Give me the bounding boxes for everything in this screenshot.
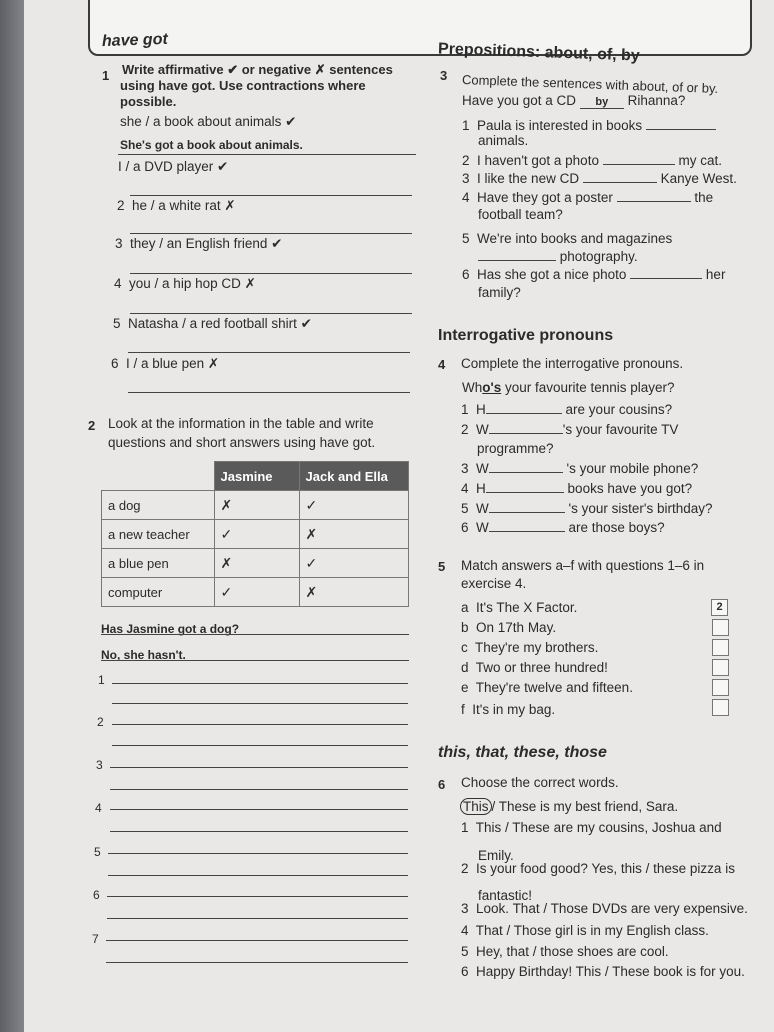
ex2-example-question: Has Jasmine got a dog?: [101, 622, 240, 636]
ex4-instruction: Complete the interrogative pronouns.: [461, 356, 684, 371]
answer-line: [130, 233, 412, 234]
ex6-instruction: Choose the correct words.: [461, 775, 619, 790]
ex2-number-3: 3: [96, 758, 103, 772]
ex2-number: 2: [88, 418, 96, 433]
ex1-number: 1: [102, 68, 110, 83]
ex2-example-answer: No, she hasn't.: [101, 648, 186, 662]
ex3-example: Have you got a CD by Rihanna?: [462, 93, 686, 108]
ex3-number: 3: [440, 68, 448, 83]
ex1-item-6: 6 I / a blue pen ✗: [111, 356, 220, 371]
ex6-item-6: 6 Happy Birthday! This / These book is for you.: [461, 964, 745, 979]
table-row: [102, 549, 409, 578]
ex1-item-3: 3 they / an English friend ✔: [115, 236, 283, 251]
row-label: a dog: [102, 491, 215, 520]
ex4-item-3: 3 W 's your mobile phone?: [461, 461, 699, 476]
ex3-item-5: 5 We're into books and magazines: [462, 231, 673, 246]
answer-line: [128, 392, 410, 393]
answer-line: [130, 313, 412, 314]
row-label: a new teacher: [102, 520, 215, 549]
table-row: [102, 491, 409, 520]
section-title-prepositions: Prepositions: about, of, by: [437, 40, 641, 65]
ex3-instruction: Complete the sentences with about, of or by.: [461, 72, 719, 96]
ex4-item-1: 1 H are your cousins?: [461, 402, 673, 417]
ex1-instruction-line2: using have got. Use contractions where: [120, 78, 366, 93]
section-title-have-got: have got: [101, 30, 169, 51]
ex4-item-4: 4 H books have you got?: [461, 481, 693, 496]
ex3-item-4: 4 Have they got a poster the: [462, 190, 714, 205]
ex1-instruction-line3: possible.: [120, 94, 177, 109]
ex5-item-c: c They're my brothers.: [461, 640, 599, 655]
circled-answer: This: [460, 798, 492, 815]
answer-line: [101, 660, 409, 661]
row-label: a blue pen: [102, 549, 215, 578]
ex1-example-answer: She's got a book about animals.: [120, 138, 303, 152]
answer-line: [112, 724, 408, 725]
answer-box[interactable]: [712, 639, 729, 656]
ex4-item-5: 5 W 's your sister's birthday?: [461, 501, 713, 516]
ex2-number-1: 1: [98, 673, 105, 687]
cross-mark: ✗: [214, 549, 299, 578]
ex3-item-1-end: animals.: [478, 133, 529, 148]
answer-line: [110, 767, 408, 768]
row-label: computer: [102, 578, 215, 607]
answer-line: [110, 789, 408, 790]
section-title-demonstratives: this, that, these, those: [438, 744, 607, 761]
ex5-item-b: b On 17th May.: [461, 620, 557, 635]
ex6-item-1-end: Emily.: [478, 848, 514, 863]
answer-line: [110, 809, 408, 810]
answer-line: [108, 875, 408, 876]
table-row: [102, 578, 409, 607]
ex2-number-7: 7: [92, 932, 99, 946]
cross-mark: ✗: [214, 491, 299, 520]
cross-mark: ✗: [299, 578, 408, 607]
answer-line: [112, 683, 408, 684]
answer-line: [118, 154, 416, 155]
ex3-item-6-end: family?: [478, 285, 521, 300]
answer-line: [108, 853, 408, 854]
answer-line: [130, 195, 412, 196]
answer-line: [107, 918, 408, 919]
check-mark: ✓: [214, 578, 299, 607]
cross-mark: ✗: [299, 520, 408, 549]
ex4-item-2: 2 W 's your favourite TV: [461, 422, 679, 437]
ex6-number: 6: [438, 777, 446, 792]
answer-line: [101, 634, 409, 635]
table-header-jasmine: Jasmine: [214, 462, 299, 491]
answer-box[interactable]: [712, 619, 729, 636]
answer-line: [106, 940, 408, 941]
ex2-number-5: 5: [94, 845, 101, 859]
check-mark: ✓: [214, 520, 299, 549]
ex5-number: 5: [438, 559, 446, 574]
answer-line: [130, 273, 412, 274]
answer-box[interactable]: [712, 699, 729, 716]
ex1-example-prompt: she / a book about animals ✔: [120, 114, 297, 129]
ex3-item-1: 1 Paula is interested in books: [462, 118, 716, 133]
ex6-item-2: 2 Is your food good? Yes, this / these pizza is: [461, 861, 735, 876]
ex6-example: This / These is my best friend, Sara.: [460, 799, 678, 814]
answer-line: [128, 352, 410, 353]
ex5-item-a: a It's The X Factor.: [461, 600, 578, 615]
ex6-item-2-end: fantastic!: [478, 888, 533, 903]
ex5-instruction-line2: exercise 4.: [461, 576, 527, 591]
ex5-item-e: e They're twelve and fifteen.: [461, 680, 633, 695]
ex3-item-5-end: photography.: [478, 249, 638, 264]
answer-line: [110, 831, 408, 832]
ex6-item-1: 1 This / These are my cousins, Joshua and: [461, 820, 722, 835]
section-title-interrogative: Interrogative pronouns: [438, 327, 614, 344]
ex1-item-4: 4 you / a hip hop CD ✗: [114, 276, 256, 291]
table-header-jack-ella: Jack and Ella: [299, 462, 408, 491]
ex5-item-f: f It's in my bag.: [461, 702, 556, 717]
check-mark: ✓: [299, 549, 408, 578]
ex6-item-4: 4 That / Those girl is in my English class.: [461, 923, 709, 938]
ex6-item-3: 3 Look. That / Those DVDs are very expensive.: [461, 901, 748, 916]
ex1-instruction-line1: Write affirmative ✔ or negative ✗ sentences: [122, 62, 393, 77]
info-table: [101, 461, 409, 607]
check-mark: ✓: [299, 491, 408, 520]
ex4-item-2-end: programme?: [477, 441, 554, 456]
answer-line: [106, 962, 408, 963]
ex3-item-2: 2 I haven't got a photo my cat.: [462, 153, 722, 168]
answer-box[interactable]: [712, 659, 729, 676]
ex4-number: 4: [438, 357, 446, 372]
top-card: [88, 0, 752, 56]
ex1-item-2: 2 he / a white rat ✗: [117, 198, 236, 213]
ex1-item-5: 5 Natasha / a red football shirt ✔: [113, 316, 312, 331]
answer-box[interactable]: 2: [711, 599, 728, 616]
ex4-item-6: 6 W are those boys?: [461, 520, 665, 535]
ex4-example: Who's your favourite tennis player?: [462, 380, 675, 395]
ex3-item-4-end: football team?: [478, 207, 563, 222]
table-row: [102, 520, 409, 549]
answer-line: [112, 703, 408, 704]
ex2-instruction-line2: questions and short answers using have got.: [108, 435, 376, 450]
ex2-number-2: 2: [97, 715, 104, 729]
ex3-item-6: 6 Has she got a nice photo her: [462, 267, 726, 282]
answer-line: [107, 896, 408, 897]
ex2-number-4: 4: [95, 801, 102, 815]
ex3-item-3: 3 I like the new CD Kanye West.: [462, 171, 737, 186]
ex2-instruction-line1: Look at the information in the table and write: [108, 416, 374, 431]
ex6-item-5: 5 Hey, that / those shoes are cool.: [461, 944, 669, 959]
ex5-item-d: d Two or three hundred!: [461, 660, 608, 675]
ex2-number-6: 6: [93, 888, 100, 902]
answer-box[interactable]: [712, 679, 729, 696]
ex1-item-1: I / a DVD player ✔: [118, 159, 229, 174]
ex5-instruction-line1: Match answers a–f with questions 1–6 in: [461, 558, 705, 573]
answer-line: [112, 745, 408, 746]
